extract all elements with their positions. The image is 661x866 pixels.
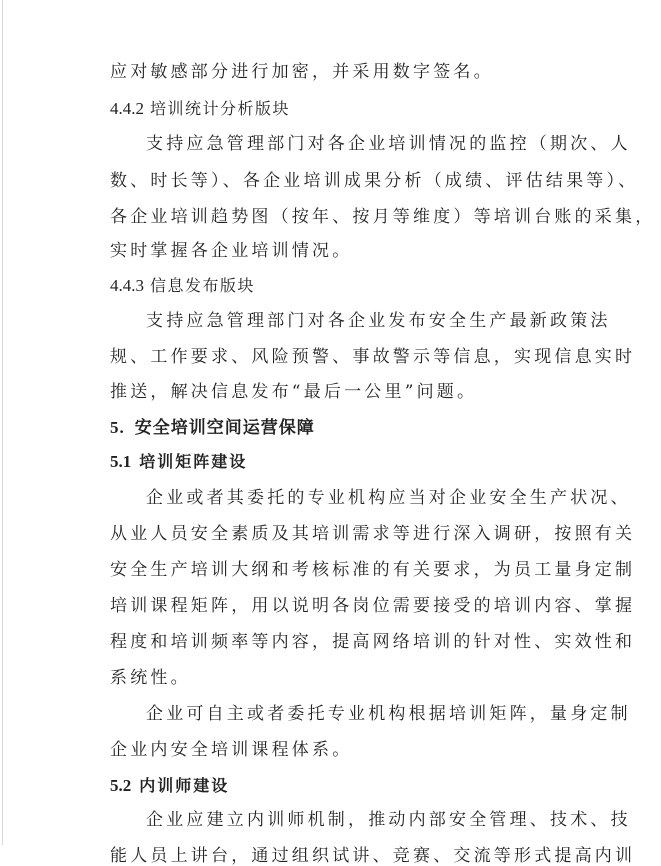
heading-number: 4.4.2 xyxy=(110,99,144,118)
heading-4-4-2 xyxy=(110,99,290,119)
paragraph-line: 企业或者其委托的专业机构应当对企业安全生产状况、 xyxy=(146,488,631,508)
paragraph-line: 程度和培训频率等内容，提高网络培训的针对性、实效性和 xyxy=(110,632,636,652)
paragraph-line: 系统性。 xyxy=(110,668,191,688)
subsection-5-2-heading xyxy=(110,776,229,796)
heading-title: 培训矩阵建设 xyxy=(139,452,248,471)
heading-number: 5.1 xyxy=(110,452,132,471)
subsection-5-1-heading xyxy=(110,452,247,472)
heading-title: 安全培训空间运营保障 xyxy=(134,418,315,438)
section-5-heading xyxy=(110,418,315,438)
heading-number: 4.4.3 xyxy=(110,276,144,295)
paragraph-line: 规、工作要求、风险预警、事故警示等信息，实现信息实时 xyxy=(110,347,636,367)
paragraph-line: 数、时长等）、各企业培训成果分析（成绩、评估结果等）、 xyxy=(110,171,639,191)
paragraph-line: 推送，解决信息发布“最后一公里”问题。 xyxy=(110,382,478,402)
heading-title: 内训师建设 xyxy=(139,776,230,795)
paragraph-line: 企业应建立内训师机制，推动内部安全管理、技术、技 xyxy=(146,810,631,830)
paragraph-line: 企业可自主或者委托专业机构根据培训矩阵，量身定制 xyxy=(146,704,631,724)
paragraph-line: 各企业培训趋势图（按年、按月等维度）等培训台账的采集， xyxy=(110,207,656,227)
paragraph-line: 培训课程矩阵，用以说明各岗位需要接受的培训内容、掌握 xyxy=(110,596,636,616)
paragraph-line: 实时掌握各企业培训情况。 xyxy=(110,241,353,261)
paragraph-line: 支持应急管理部门对各企业培训情况的监控（期次、人 xyxy=(146,134,631,154)
page-edge-line xyxy=(2,0,3,845)
heading-title: 信息发布版块 xyxy=(150,276,256,295)
paragraph-line: 安全生产培训大纲和考核标准的有关要求，为员工量身定制 xyxy=(110,560,636,580)
heading-number: 5.2 xyxy=(110,776,132,795)
paragraph-line: 能人员上讲台，通过组织试讲、竞赛、交流等形式提高内训 xyxy=(110,846,636,866)
heading-title: 培训统计分析版块 xyxy=(150,99,291,118)
paragraph-line: 从业人员安全素质及其培训需求等进行深入调研，按照有关 xyxy=(110,524,636,544)
paragraph-continuation: 应对敏感部分进行加密，并采用数字签名。 xyxy=(110,62,494,82)
paragraph-line: 支持应急管理部门对各企业发布安全生产最新政策法 xyxy=(146,311,611,331)
paragraph-line: 企业内安全培训课程体系。 xyxy=(110,740,353,760)
heading-4-4-3 xyxy=(110,276,255,296)
heading-number: 5. xyxy=(110,418,125,437)
